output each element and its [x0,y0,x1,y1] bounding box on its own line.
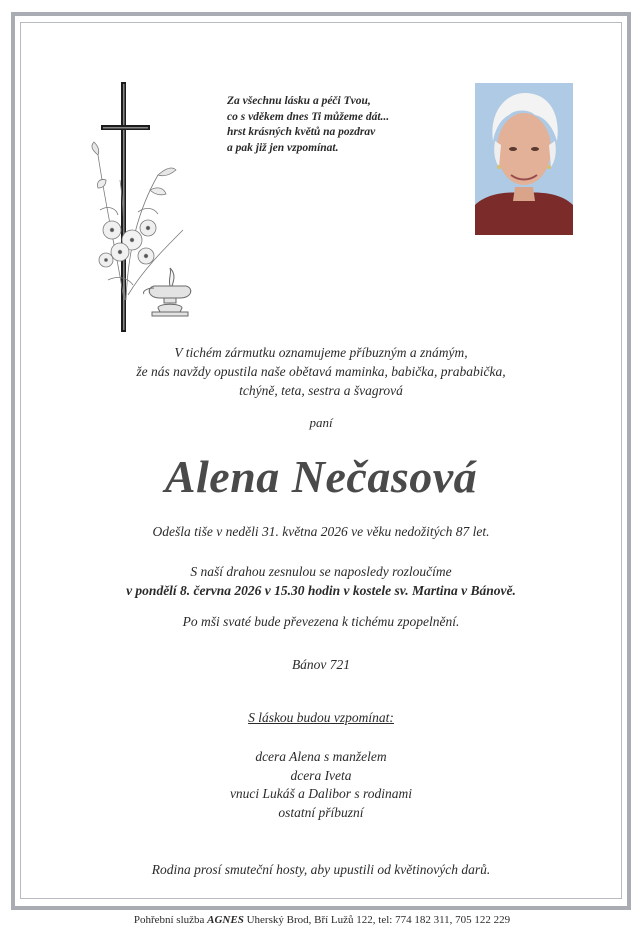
mourner-item: vnuci Lukáš a Dalibor s rodinami [229,786,413,801]
lily-bouquet-icon [92,142,183,300]
footer-brand: AGNES [207,914,244,926]
title-prefix: paní [309,415,333,430]
death-notice: Odešla tiše v neděli 31. května 2026 ve věku nedožitých 87 let. [152,524,490,539]
cremation-note: Po mši svaté bude převezena k tichému zpopelnění. [182,614,460,629]
deceased-name: Alena Nečasová [164,451,478,502]
mourner-item: dcera Alena s manželem [255,749,387,764]
mourner-item: dcera Iveta [290,767,352,783]
mourners-heading: S láskou budou vzpomínat: [248,710,394,725]
announcement-line: že nás navždy opustila naše obětavá maminka, babička, prababička, [136,364,506,379]
footer-prefix: Pohřební služba [133,914,205,926]
poem-line: hrst krásných květů na pozdrav [227,126,376,138]
announcement-text [20,343,622,400]
mourners-list [20,748,622,822]
poem-line: Za všechnu lásku a péči Tvou, [227,95,371,107]
announcement-line: tchýně, teta, sestra a švagrová [239,383,403,398]
poem-line: a pak již jen vzpomínat. [227,141,339,154]
poem-line: co s vděkem dnes Ti můžeme dát... [227,110,390,123]
memorial-poem [227,94,457,156]
ceremony-info [20,562,622,600]
ceremony-date-place: v pondělí 8. června 2026 v 15.30 hodin v kostele sv. Martina v Bánově. [126,583,516,598]
announcement-line: V tichém zármutku oznamujeme příbuzným a známým, [174,345,468,360]
deceased-photo [475,83,573,235]
funeral-service-footer [0,914,644,926]
oil-lamp-icon [143,268,190,316]
memorial-art [88,80,198,336]
footer-contact: Uherský Brod, Bří Lužů 122, tel: 774 182 311, 705 122 229 [246,914,511,926]
mourner-item: ostatní příbuzní [278,804,364,820]
family-request: Rodina prosí smuteční hosty, aby upustili od květinových darů. [151,862,491,877]
cross-icon [101,82,150,332]
ceremony-line: S naší drahou zesnulou se naposledy rozloučíme [190,564,452,579]
address: Bánov 721 [291,657,351,672]
